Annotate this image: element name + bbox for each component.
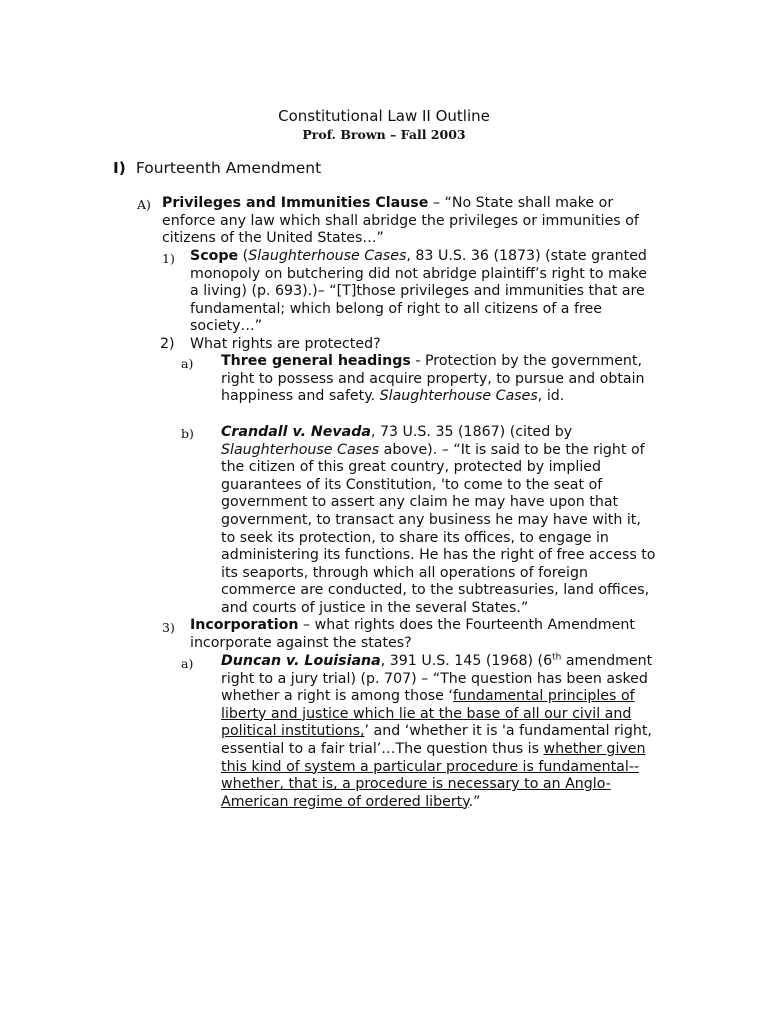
item-label-2b: b)	[181, 426, 194, 441]
crandall-block	[221, 424, 659, 618]
section-title: Fourteenth Amendment	[135, 159, 322, 177]
scope-text-open: (	[238, 248, 249, 264]
item-label-3: 3)	[162, 620, 175, 635]
duncan-underlined-1: fundamental principles of liberty and justice which lie at the base of all our civil and political institutions,	[221, 688, 635, 740]
document-title: Constitutional Law II Outline	[278, 107, 490, 125]
incorporation-text: – what rights does the Fourteenth Amendment incorporate against the states?	[190, 617, 635, 651]
crandall-cite: , 73 U.S. 35 (1867) (cited by	[370, 424, 573, 440]
duncan-quote-start: amendment right to a jury trial) (p. 707) – “The question has been asked whether a right is among those ‘	[221, 653, 653, 705]
item-label-2: 2)	[160, 336, 175, 352]
duncan-underlined-2: whether given this kind of system a particular procedure is fundamental--whether, that is, a procedure is necessary to an Anglo-American regime of ordered liberty	[221, 740, 646, 810]
general-headings-case: Slaughterhouse Cases	[379, 388, 538, 405]
scope-text: , 83 U.S. 36 (1873) (state granted monopoly on butchering did not abridge plaintiff’s right to make a living) (p. 693).)– “[T]those privileges and immunities that are fundamental; which belong of right to all citizens of a free society…”	[190, 248, 647, 335]
general-headings-block	[221, 353, 659, 406]
document-subtitle: Prof. Brown – Fall 2003	[302, 127, 466, 142]
general-headings-text: - Protection by the government, right to possess and acquire property, to pursue and obtain happiness and safety.	[221, 353, 645, 405]
section-number: I)	[113, 159, 126, 177]
scope-case-name: Slaughterhouse Cases	[248, 248, 407, 264]
section-heading	[113, 158, 321, 178]
duncan-quote-middle: ’ and ‘whether it is 'a fundamental right, essential to a fair trial’…The question thus is	[221, 723, 652, 757]
general-headings-cite: , id.	[537, 388, 565, 405]
duncan-case-name: Duncan v. Louisiana	[221, 653, 381, 669]
rights-protected-text: What rights are protected?	[190, 336, 381, 352]
item-label-2a: a)	[181, 356, 194, 371]
crandall-cited-case: Slaughterhouse Cases	[221, 441, 380, 458]
item-label-1: 1)	[162, 251, 175, 266]
duncan-ordinal: th	[552, 652, 562, 663]
scope-block	[190, 248, 656, 336]
duncan-quote-end: .”	[468, 793, 481, 810]
privileges-immunities-heading: Privileges and Immunities Clause	[162, 195, 429, 211]
crandall-quote: above). – “It is said to be the right of the citizen of this great country, protected by implied guarantees of its Constitution, 'to come to the seat of government to assert any claim he may have upon that government, to transact any business he may have with it, to seek its protection, to share its offices, to engage in administering its functions. He has the right of free access to its seaports, through which all operations of foreign commerce are conducted, to the subtreasuries, land offices, and courts of justice in the several States.”	[221, 441, 656, 616]
duncan-block	[221, 653, 659, 811]
incorporation-heading: Incorporation	[190, 617, 299, 633]
duncan-cite: , 391 U.S. 145 (1968) (6	[380, 653, 553, 669]
crandall-case-name: Crandall v. Nevada	[221, 424, 371, 440]
item-label-3a: a)	[181, 656, 194, 671]
item-label-a: A)	[137, 197, 151, 212]
scope-heading: Scope	[190, 248, 239, 264]
privileges-immunities-text: – “No State shall make or enforce any law which shall abridge the privileges or immunities of citizens of the United States…”	[162, 195, 639, 247]
incorporation-block	[190, 617, 656, 652]
privileges-immunities-block	[162, 195, 658, 248]
general-headings-heading: Three general headings	[221, 353, 411, 369]
